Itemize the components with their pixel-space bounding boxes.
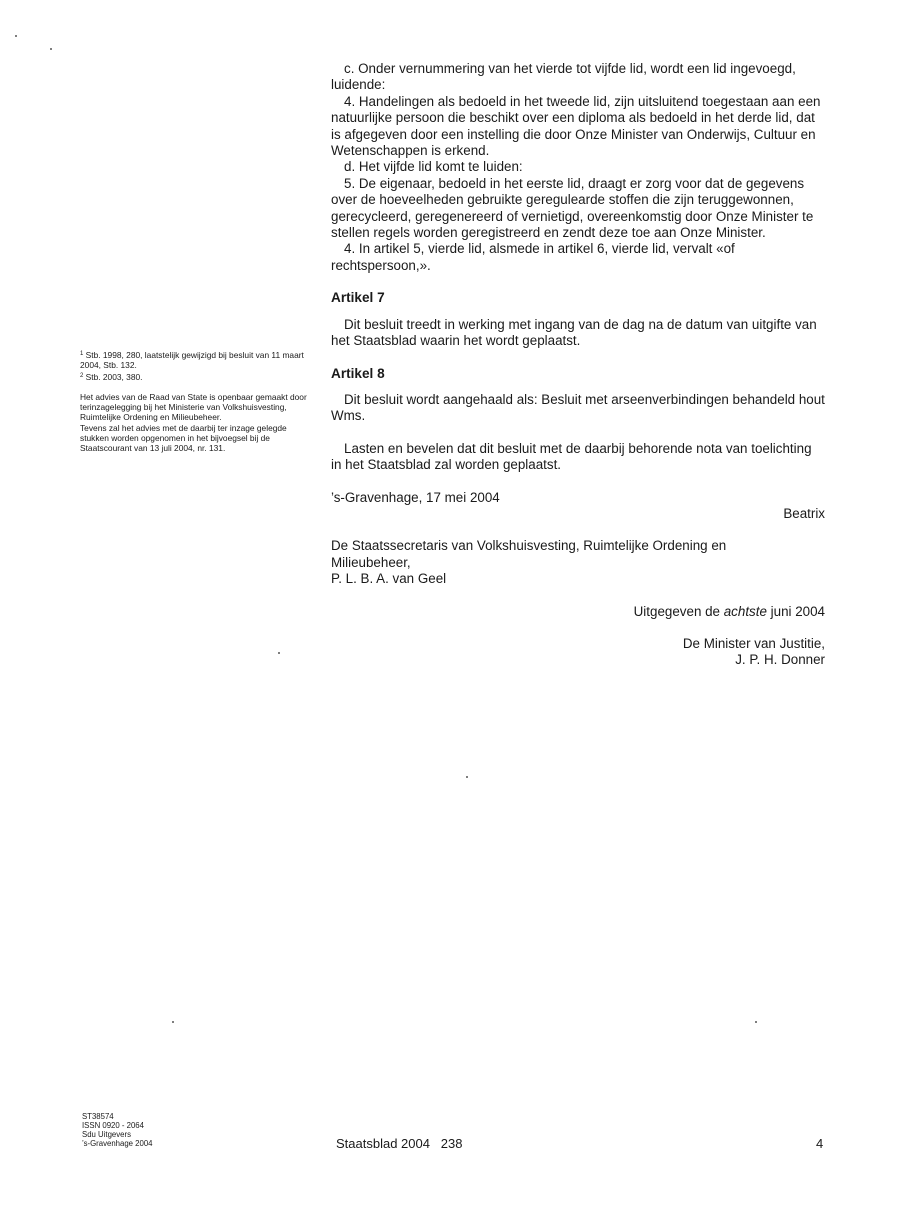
item-d: d. Het vijfde lid komt te luiden: <box>344 159 523 175</box>
footnote-2-mark: 2 <box>80 372 84 379</box>
closing-formula: Lasten en bevelen dat dit besluit met de daarbij behorende nota van toelichting in het Staatsblad zal worden geplaatst. <box>331 440 812 473</box>
issue-date-suffix: juni 2004 <box>766 603 825 619</box>
footnote-2-text: Stb. 2003, 380. <box>85 371 143 382</box>
scan-speck <box>466 776 468 778</box>
page-number: 4 <box>816 1136 824 1151</box>
place-and-date: ’s-Gravenhage, 17 mei 2004 <box>331 489 500 505</box>
item-c: c. Onder vernummering van het vierde tot vijfde lid, wordt een lid ingevoegd, luidende: <box>331 61 796 93</box>
article-8-text: Dit besluit wordt aangehaald als: Besluit met arseenverbindingen behandeld hout Wms. <box>331 391 825 424</box>
footnote-2 <box>80 371 316 382</box>
issue-date-prefix: Uitgegeven de <box>633 603 724 619</box>
scan-speck <box>50 48 52 50</box>
scan-speck <box>278 652 280 654</box>
article-8-heading: Artikel 8 <box>331 365 385 381</box>
issue-date <box>331 604 825 620</box>
colophon-issn: ISSN 0920 - 2064 <box>82 1121 144 1130</box>
advice-note-2: Tevens zal het advies met de daarbij ter inzage gelegde stukken worden opgenomen in het bijvoegsel bij de Staatscourant van 13 juli 2004, nr. 131. <box>80 422 287 454</box>
scan-speck <box>15 35 17 37</box>
footnote-1-text: Stb. 1998, 280, laatstelijk gewijzigd bij besluit van 11 maart 2004, Stb. 132. <box>80 350 304 371</box>
colophon-place-year: ’s-Gravenhage 2004 <box>82 1139 153 1148</box>
secretary-title-line-2: Milieubeheer, <box>331 554 411 570</box>
paragraph-4-handelingen: 4. Handelingen als bedoeld in het tweede lid, zijn uitsluitend toegestaan aan een natuurlijke persoon die beschikt over een diploma als bedoeld in het derde lid, dat is afgegeven door een instelling die door Onze Minister van Onderwijs, Cultuur en Wetenschappen is erkend. <box>331 93 821 159</box>
paragraph-5-eigenaar: 5. De eigenaar, bedoeld in het eerste lid, draagt er zorg voor dat de gegevens over de hoeveelheden gebruikte geregulearde stoffen die zijn teruggewonnen, gerecycleerd, geregenereerd of vernietigd, overeenkomstig door Onze Minister te stellen regels worden geregistreerd en zendt deze toe aan Onze Minister. <box>331 175 814 241</box>
secretary-title-line-1: De Staatssecretaris van Volkshuisvesting, Ruimtelijke Ordening en <box>331 538 727 554</box>
scan-speck <box>172 1021 174 1023</box>
footnote-1 <box>80 349 316 371</box>
paragraph-4-artikel-5: 4. In artikel 5, vierde lid, alsmede in artikel 6, vierde lid, vervalt «of rechtspersoon,». <box>331 241 735 273</box>
minister-name: J. P. H. Donner <box>735 652 825 668</box>
scan-speck <box>755 1021 757 1023</box>
colophon-code: ST38574 <box>82 1112 114 1121</box>
footer-title: Staatsblad 2004 238 <box>336 1136 463 1151</box>
margin-notes <box>80 349 316 454</box>
footnote-1-mark: 1 <box>80 351 84 357</box>
advice-note: Het advies van de Raad van State is openbaar gemaakt door terinzagelegging bij het Ministerie van Volkshuisvesting, Ruimtelijke Ordening en Milieubeheer. <box>80 391 307 423</box>
minister-title: De Minister van Justitie, <box>682 635 825 651</box>
colophon <box>82 1112 153 1148</box>
secretary-name: P. L. B. A. van Geel <box>331 571 447 587</box>
issue-date-day: achtste <box>723 603 767 619</box>
colophon-publisher: Sdu Uitgevers <box>82 1130 131 1139</box>
article-7-heading: Artikel 7 <box>331 290 385 306</box>
royal-signature: Beatrix <box>783 505 825 521</box>
main-text-column <box>331 61 825 669</box>
article-7-text: Dit besluit treedt in werking met ingang van de dag na de datum van uitgifte van het Staatsblad waarin het wordt geplaatst. <box>331 316 817 349</box>
